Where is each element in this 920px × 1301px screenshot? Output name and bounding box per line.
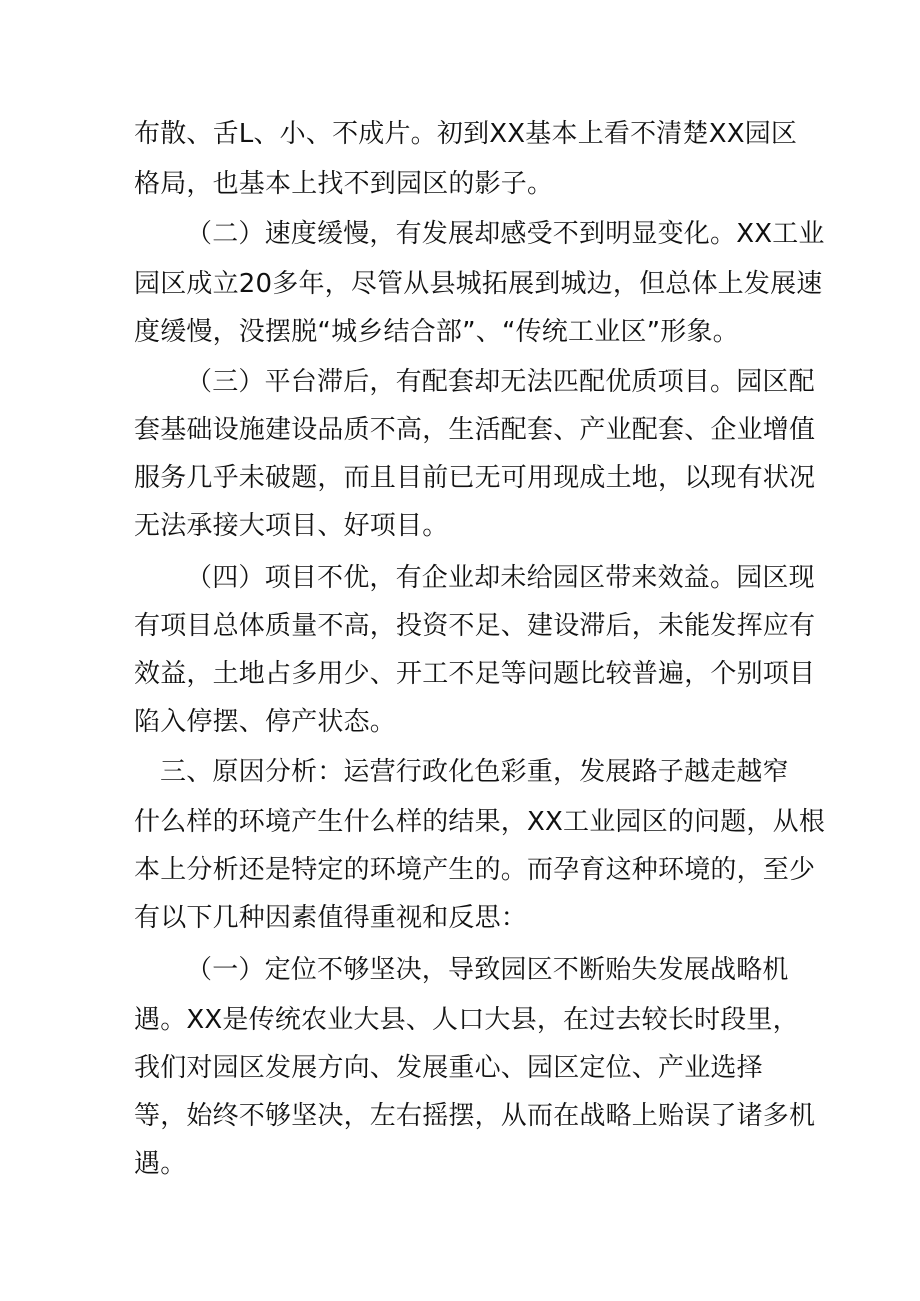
text-line: 园区成立20多年，尽管从县城拓展到城边，但总体上发展速 — [134, 269, 823, 299]
section-heading-line: 三、原因分析：运营行政化色彩重，发展路子越走越窄 — [160, 757, 789, 787]
text-line: 陷入停摆、停产状态。 — [134, 707, 397, 737]
text-line: 有以下几种因素值得重视和反思： — [134, 903, 528, 933]
text-line: 遇。XX是传统农业大县、人口大县，在过去较长时段里， — [134, 1005, 799, 1035]
text-line: 什么样的环境产生什么样的结果，XX工业园区的问题，从根 — [134, 807, 826, 837]
text-line: 本上分析还是特定的环境产生的。而孕育这种环境的，至少 — [134, 855, 816, 885]
paragraph-heading-line: （二）速度缓慢，有发展却感受不到明显变化。XX工业 — [186, 219, 825, 249]
text-line: 度缓慢，没摆脱“城乡结合部”、“传统工业区”形象。 — [134, 317, 739, 347]
paragraph-heading-line: （三）平台滞后，有配套却无法匹配优质项目。园区配 — [186, 367, 815, 397]
text-line: 效益，土地占多用少、开工不足等问题比较普遍，个别项目 — [134, 659, 816, 689]
text-line: 有项目总体质量不高，投资不足、建设滞后，未能发挥应有 — [134, 611, 816, 641]
text-line: 等，始终不够坚决，左右摇摆，从而在战略上贻误了诸多机 — [134, 1101, 816, 1131]
text-line: 布散、舌L、小、不成片。初到XX基本上看不清楚XX园区 — [134, 119, 798, 149]
paragraph-heading-line: （一）定位不够坚决，导致园区不断贻失发展战略机 — [186, 955, 789, 985]
paragraph-heading-line: （四）项目不优，有企业却未给园区带来效益。园区现 — [186, 563, 815, 593]
text-line: 套基础设施建设品质不高，生活配套、产业配套、企业增值 — [134, 415, 816, 445]
text-line: 服务几乎未破题，而且目前已无可用现成土地，以现有状况 — [134, 463, 816, 493]
text-line: 遇。 — [134, 1149, 187, 1179]
text-line: 无法承接大项目、好项目。 — [134, 511, 449, 541]
text-line: 我们对园区发展方向、发展重心、园区定位、产业选择 — [134, 1053, 763, 1083]
text-line: 格局，也基本上找不到园区的影子。 — [134, 169, 554, 199]
